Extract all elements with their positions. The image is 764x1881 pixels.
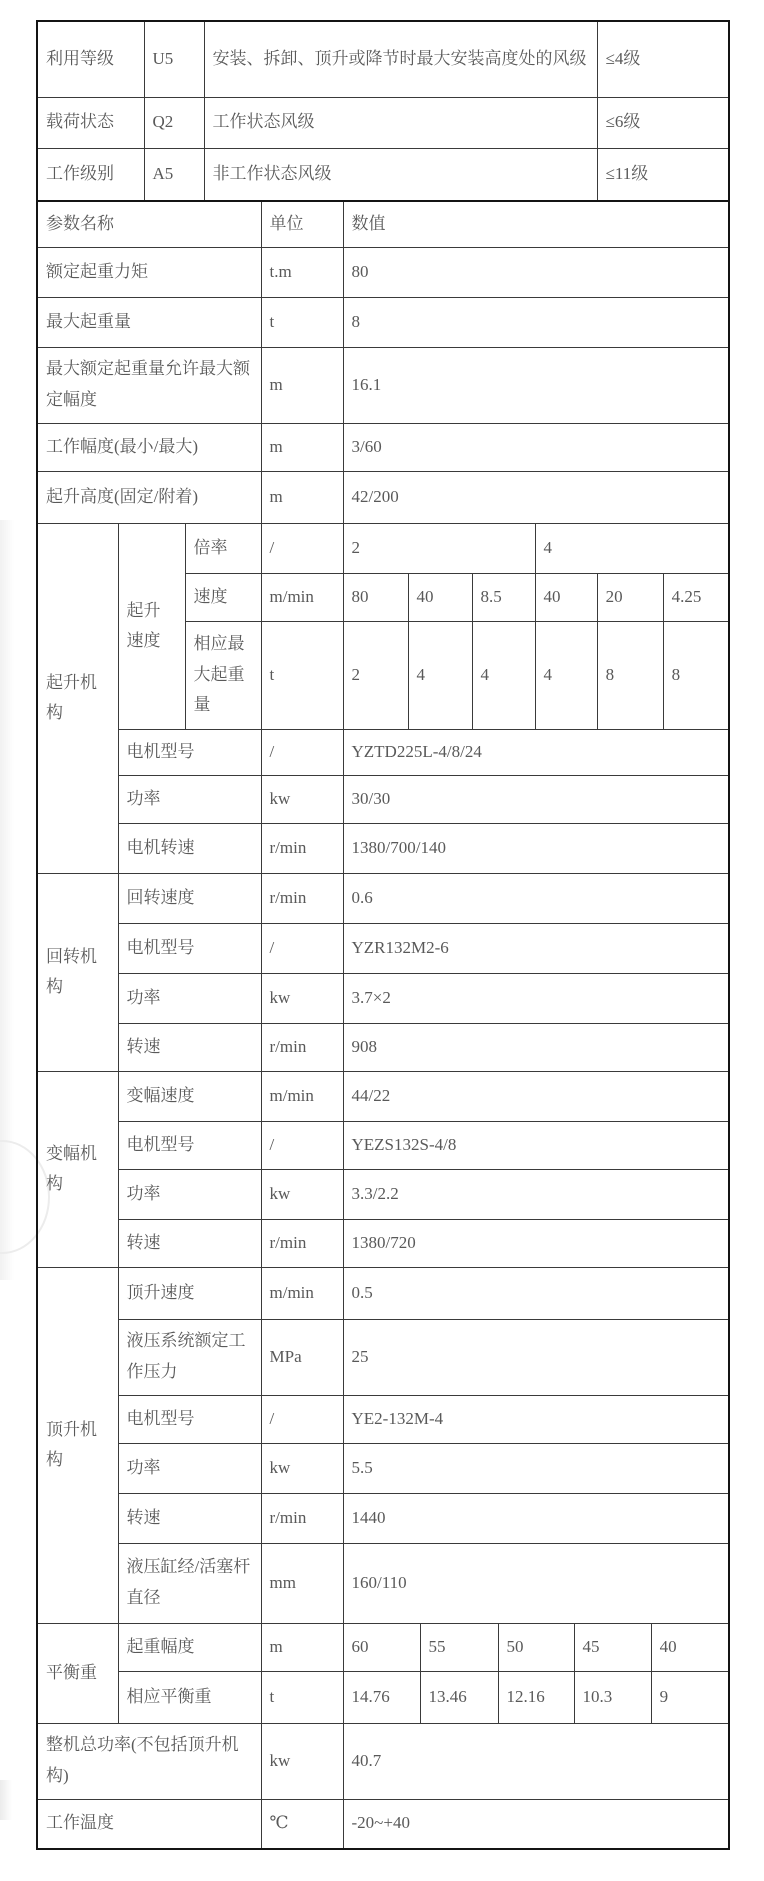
install-wind-desc: 安装、拆卸、顶升或降节时最大安装高度处的风级 — [204, 21, 597, 97]
param-value: YEZS132S-4/8 — [343, 1121, 729, 1169]
speed-value: 40 — [408, 573, 472, 621]
capacity-value: 8 — [663, 621, 729, 729]
header-unit: 单位 — [261, 201, 343, 247]
param-value: 3.3/2.2 — [343, 1169, 729, 1219]
param-value: 5.5 — [343, 1443, 729, 1493]
param-unit: MPa — [261, 1319, 343, 1395]
radius-value: 55 — [420, 1623, 498, 1671]
param-name: 最大起重量 — [37, 297, 261, 347]
param-name: 整机总功率(不包括顶升机构) — [37, 1723, 261, 1799]
counterweight-value: 9 — [651, 1671, 729, 1723]
param-value: 40.7 — [343, 1723, 729, 1799]
counterweight-value: 13.46 — [420, 1671, 498, 1723]
param-value: 3/60 — [343, 423, 729, 471]
param-name: 电机型号 — [118, 1395, 261, 1443]
load-state-value: Q2 — [144, 97, 204, 148]
left-margin-smudge — [0, 1780, 12, 1820]
param-name: 液压缸经/活塞杆直径 — [118, 1543, 261, 1623]
speed-value: 8.5 — [472, 573, 535, 621]
section-luffing-mechanism: 变幅机构 — [37, 1071, 118, 1267]
param-unit: t.m — [261, 247, 343, 297]
capacity-value: 2 — [343, 621, 408, 729]
param-value: 0.5 — [343, 1267, 729, 1319]
param-name: 电机型号 — [118, 1121, 261, 1169]
param-value: 44/22 — [343, 1071, 729, 1121]
param-unit: kw — [261, 973, 343, 1023]
param-value: 25 — [343, 1319, 729, 1395]
param-unit: r/min — [261, 1023, 343, 1071]
section-hoisting-mechanism: 起升机构 — [37, 523, 118, 873]
param-name: 转速 — [118, 1493, 261, 1543]
capacity-value: 4 — [408, 621, 472, 729]
param-name: 相应平衡重 — [118, 1671, 261, 1723]
param-name: 功率 — [118, 775, 261, 823]
param-unit: m/min — [261, 1071, 343, 1121]
param-unit: m — [261, 347, 343, 423]
param-name: 工作温度 — [37, 1799, 261, 1849]
speed-value: 20 — [597, 573, 663, 621]
working-wind-desc: 工作状态风级 — [204, 97, 597, 148]
param-unit: kw — [261, 1169, 343, 1219]
param-value: 80 — [343, 247, 729, 297]
param-value: -20~+40 — [343, 1799, 729, 1849]
param-name: 倍率 — [185, 523, 261, 573]
work-class-label: 工作级别 — [37, 148, 144, 201]
utilization-grade-label: 利用等级 — [37, 21, 144, 97]
param-value: 908 — [343, 1023, 729, 1071]
param-unit: m/min — [261, 1267, 343, 1319]
param-value: 16.1 — [343, 347, 729, 423]
param-value: 160/110 — [343, 1543, 729, 1623]
param-value: 8 — [343, 297, 729, 347]
param-name: 功率 — [118, 1169, 261, 1219]
param-name: 顶升速度 — [118, 1267, 261, 1319]
param-name: 液压系统额定工作压力 — [118, 1319, 261, 1395]
param-unit: r/min — [261, 873, 343, 923]
param-name: 转速 — [118, 1023, 261, 1071]
load-state-label: 载荷状态 — [37, 97, 144, 148]
rope-ratio-4: 4 — [535, 523, 729, 573]
param-unit: / — [261, 1121, 343, 1169]
param-name: 转速 — [118, 1219, 261, 1267]
radius-value: 40 — [651, 1623, 729, 1671]
param-unit: kw — [261, 775, 343, 823]
param-unit: m/min — [261, 573, 343, 621]
param-value: 1380/720 — [343, 1219, 729, 1267]
param-value: 1380/700/140 — [343, 823, 729, 873]
capacity-value: 4 — [535, 621, 597, 729]
nonworking-wind-limit: ≤11级 — [597, 148, 729, 201]
param-unit: m — [261, 423, 343, 471]
speed-value: 4.25 — [663, 573, 729, 621]
param-value: 1440 — [343, 1493, 729, 1543]
param-name: 相应最大起重量 — [185, 621, 261, 729]
param-name: 起升高度(固定/附着) — [37, 471, 261, 523]
param-value: YZR132M2-6 — [343, 923, 729, 973]
param-unit: / — [261, 1395, 343, 1443]
param-unit: t — [261, 621, 343, 729]
param-unit: kw — [261, 1723, 343, 1799]
param-value: 0.6 — [343, 873, 729, 923]
speed-value: 80 — [343, 573, 408, 621]
param-name: 回转速度 — [118, 873, 261, 923]
section-jacking-mechanism: 顶升机构 — [37, 1267, 118, 1623]
utilization-grade-value: U5 — [144, 21, 204, 97]
speed-value: 40 — [535, 573, 597, 621]
param-unit: r/min — [261, 823, 343, 873]
spec-table — [36, 20, 730, 1850]
left-margin-shading — [0, 520, 14, 1280]
section-slewing-mechanism: 回转机构 — [37, 873, 118, 1071]
param-unit: / — [261, 523, 343, 573]
header-value: 数值 — [343, 201, 729, 247]
param-unit: t — [261, 297, 343, 347]
counterweight-value: 10.3 — [574, 1671, 651, 1723]
param-name: 工作幅度(最小/最大) — [37, 423, 261, 471]
param-unit: kw — [261, 1443, 343, 1493]
nonworking-wind-desc: 非工作状态风级 — [204, 148, 597, 201]
param-name: 最大额定起重量允许最大额定幅度 — [37, 347, 261, 423]
param-name: 额定起重力矩 — [37, 247, 261, 297]
counterweight-value: 14.76 — [343, 1671, 420, 1723]
param-name: 电机型号 — [118, 923, 261, 973]
param-unit: r/min — [261, 1493, 343, 1543]
param-unit: t — [261, 1671, 343, 1723]
param-unit: ℃ — [261, 1799, 343, 1849]
section-counterweight: 平衡重 — [37, 1623, 118, 1723]
param-value: YE2-132M-4 — [343, 1395, 729, 1443]
param-unit: m — [261, 471, 343, 523]
param-name: 变幅速度 — [118, 1071, 261, 1121]
param-value: 30/30 — [343, 775, 729, 823]
capacity-value: 4 — [472, 621, 535, 729]
param-name: 起重幅度 — [118, 1623, 261, 1671]
param-value: 3.7×2 — [343, 973, 729, 1023]
radius-value: 45 — [574, 1623, 651, 1671]
rope-ratio-2: 2 — [343, 523, 535, 573]
counterweight-value: 12.16 — [498, 1671, 574, 1723]
hoisting-speed-group: 起升速度 — [118, 523, 185, 729]
param-value: YZTD225L-4/8/24 — [343, 729, 729, 775]
param-name: 电机转速 — [118, 823, 261, 873]
header-param-name: 参数名称 — [37, 201, 261, 247]
capacity-value: 8 — [597, 621, 663, 729]
install-wind-limit: ≤4级 — [597, 21, 729, 97]
param-unit: r/min — [261, 1219, 343, 1267]
param-unit: / — [261, 729, 343, 775]
param-unit: m — [261, 1623, 343, 1671]
radius-value: 60 — [343, 1623, 420, 1671]
param-name: 功率 — [118, 1443, 261, 1493]
radius-value: 50 — [498, 1623, 574, 1671]
param-unit: mm — [261, 1543, 343, 1623]
work-class-value: A5 — [144, 148, 204, 201]
param-unit: / — [261, 923, 343, 973]
param-name: 速度 — [185, 573, 261, 621]
param-value: 42/200 — [343, 471, 729, 523]
param-name: 电机型号 — [118, 729, 261, 775]
param-name: 功率 — [118, 973, 261, 1023]
working-wind-limit: ≤6级 — [597, 97, 729, 148]
